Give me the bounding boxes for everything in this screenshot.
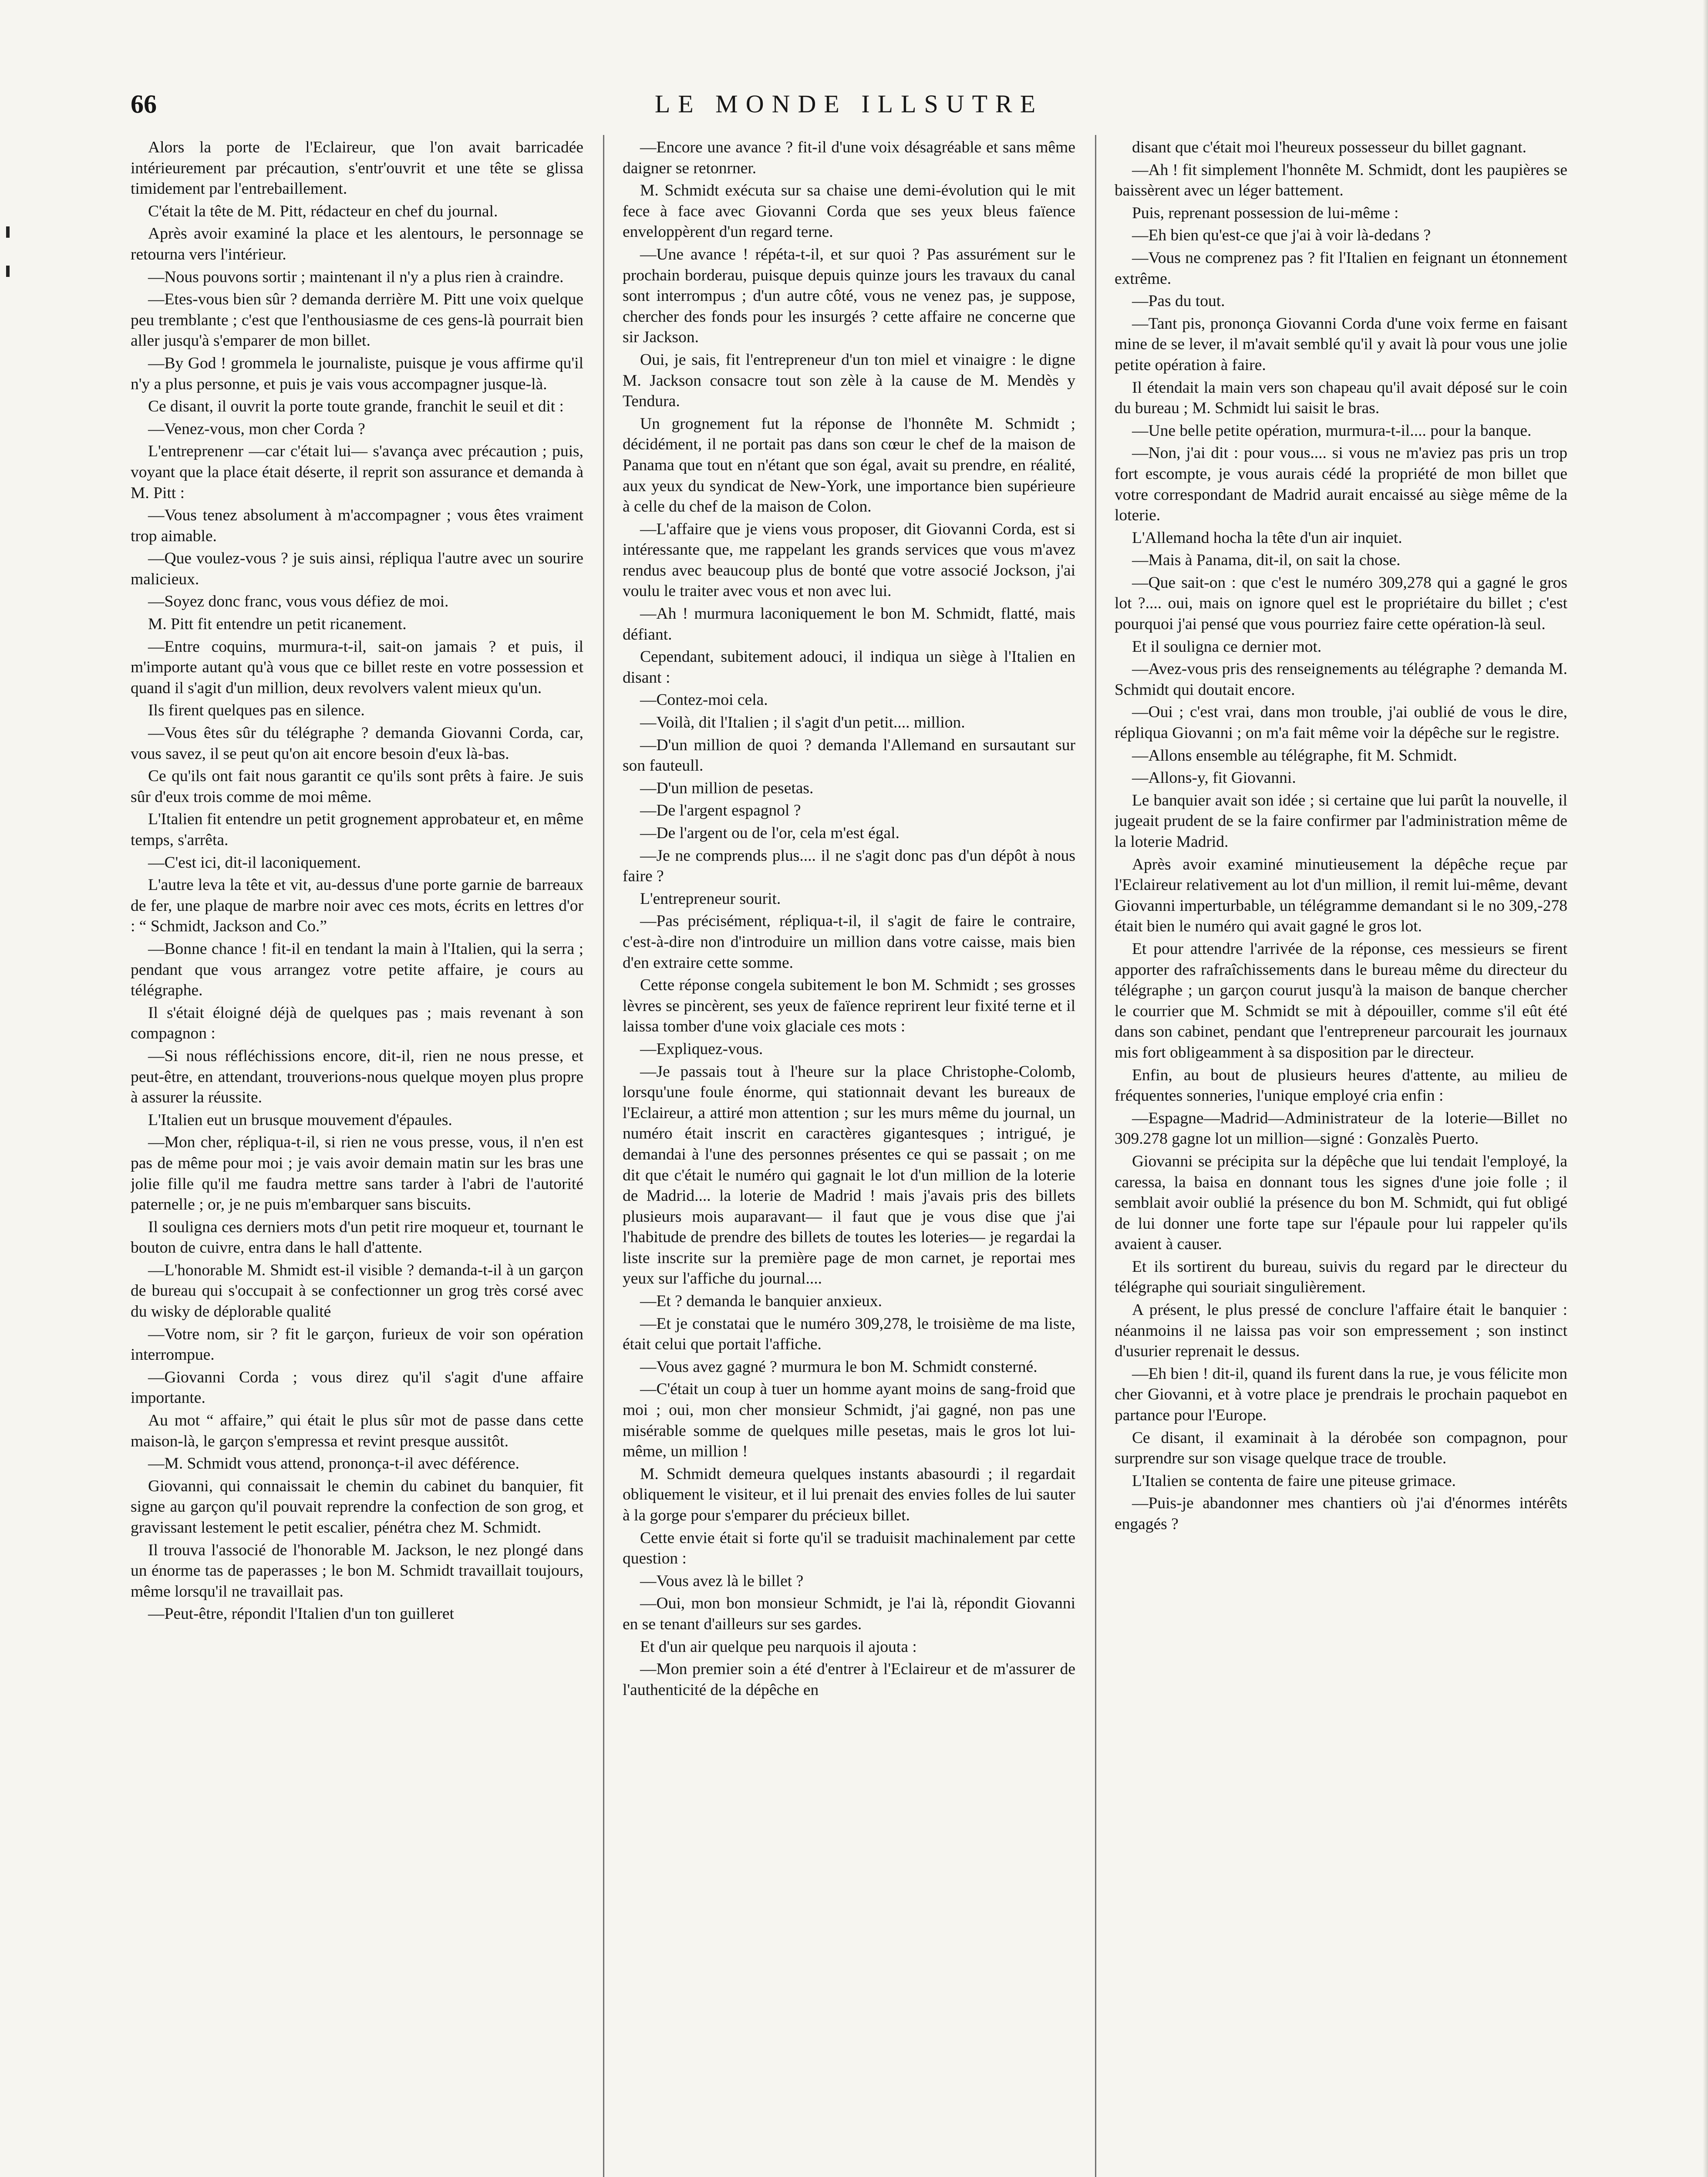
article-paragraph: Il souligna ces derniers mots d'un petit rire moqueur et, tournant le bouton de cuivre, entra dans le hall d'attente. bbox=[131, 1218, 583, 1257]
article-paragraph: Ils firent quelques pas en silence. bbox=[148, 701, 365, 720]
article-paragraph: Ce qu'ils ont fait nous garantit ce qu'ils sont prêts à faire. Je suis sûr d'eux trois comme de moi même. bbox=[131, 767, 583, 806]
article-paragraph: —M. Schmidt vous attend, prononça-t-il avec déférence. bbox=[148, 1455, 519, 1473]
page-header bbox=[131, 89, 1567, 124]
article-paragraph: —Avez-vous pris des renseignements au télégraphe ? demanda M. Schmidt qui doutait encore. bbox=[1115, 660, 1567, 699]
article-paragraph: —Encore une avance ? fit-il d'une voix désagréable et sans même daigner se retonrner. bbox=[623, 138, 1075, 177]
article-paragraph: Le banquier avait son idée ; si certaine que lui parût la nouvelle, il jugeait prudent de se la faire confirmer par l'administration même de la loterie Madrid. bbox=[1115, 791, 1567, 851]
article-paragraph: —Eh bien ! dit-il, quand ils furent dans la rue, je vous félicite mon cher Giovanni, et à votre place je prendrais le prochain paquebot en partance pour l'Europe. bbox=[1115, 1365, 1567, 1425]
article-paragraph: —Oui ; c'est vrai, dans mon trouble, j'ai oublié de vous le dire, répliqua Giovanni ; on m'a fait même voir la dépêche sur le registre. bbox=[1115, 703, 1567, 742]
article-paragraph: L'autre leva la tête et vit, au-dessus d'une porte garnie de barreaux de fer, une plaque de marbre noir avec ces mots, écrits en lettres d'or : “ Schmidt, Jackson and Co.” bbox=[131, 876, 583, 936]
article-paragraph: Et pour attendre l'arrivée de la réponse, ces messieurs se firent apporter des rafraîchissements dans le bureau même du directeur du télégraphe ; un garçon courut jusqu'à la maison de banque chercher le courrier que M. Schmidt se mit à dépouiller, comme s'il eût été dans son cabinet, pendant que l'entrepreneur parcourait les journaux mis fort obligeamment à sa disposition par le directeur. bbox=[1115, 940, 1567, 1062]
article-paragraph: —By God ! grommela le journaliste, puisque je vous affirme qu'il n'y a plus personne, et puis je vais vous accompagner jusque-là. bbox=[131, 354, 583, 393]
article-paragraph: disant que c'était moi l'heureux possesseur du billet gagnant. bbox=[1132, 138, 1527, 156]
article-paragraph: —Puis-je abandonner mes chantiers où j'ai d'énormes intérêts engagés ? bbox=[1115, 1494, 1567, 1533]
article-paragraph: Un grognement fut la réponse de l'honnête M. Schmidt ; décidément, il ne portait pas dans son cœur le chef de la maison de Panama que tout en n'étant que son égal, avait su prendre, en réalité, aux yeux du syndicat de New-York, une importance bien supérieure à celle du chef de la maison de Colon. bbox=[623, 415, 1075, 516]
article-paragraph: L'Italien fit entendre un petit grognement approbateur et, en même temps, s'arrêta. bbox=[131, 810, 583, 849]
article-paragraph: —Pas précisément, répliqua-t-il, il s'agit de faire le contraire, c'est-à-dire non d'introduire un million dans votre caisse, mais bien d'en extraire cette somme. bbox=[623, 912, 1075, 972]
article-paragraph: —Expliquez-vous. bbox=[640, 1040, 763, 1058]
article-paragraph: M. Schmidt demeura quelques instants abasourdi ; il regardait obliquement le visiteur, et il lui prenait des envies folles de lui sauter à la gorge pour s'emparer du précieux billet. bbox=[623, 1465, 1075, 1524]
article-paragraph: —Je ne comprends plus.... il ne s'agit donc pas d'un dépôt à nous faire ? bbox=[623, 846, 1075, 886]
article-paragraph: —Non, j'ai dit : pour vous.... si vous ne m'aviez pas pris un trop fort escompte, je vous aurais cédé la propriété de mon billet que votre correspondant de Madrid aurait encaissé au siège même de la loterie. bbox=[1115, 444, 1567, 525]
text-column-3 bbox=[1115, 137, 1567, 2177]
article-paragraph: —De l'argent ou de l'or, cela m'est égal. bbox=[640, 824, 899, 842]
article-paragraph: —Une avance ! répéta-t-il, et sur quoi ? Pas assurément sur le prochain borderau, puisque depuis quinze jours les travaux du canal sont interrompus ; d'un autre côté, vous ne venez pas, je suppose, chercher des fonds pour les insurgés ? cette affaire ne concerne que sir Jackson. bbox=[623, 245, 1075, 347]
article-paragraph: L'Italien eut un brusque mouvement d'épaules. bbox=[148, 1111, 452, 1129]
article-paragraph: —Espagne—Madrid—Administrateur de la loterie—Billet no 309.278 gagne lot un million—signé : Gonzalès Puerto. bbox=[1115, 1109, 1567, 1148]
article-paragraph: Puis, reprenant possession de lui-même : bbox=[1132, 204, 1399, 222]
article-paragraph: —Et ? demanda le banquier anxieux. bbox=[640, 1292, 883, 1311]
article-paragraph: —Venez-vous, mon cher Corda ? bbox=[148, 420, 365, 438]
article-paragraph: Giovanni se précipita sur la dépêche que lui tendait l'employé, la caressa, la baisa en donnant tous les signes d'une joie folle ; il semblait avoir oublié la présence du bon M. Schmidt, qui fut obligé de lui donner une forte tape sur l'épaule pour lui rappeler qu'ils avaient à causer. bbox=[1115, 1152, 1567, 1254]
article-paragraph: —Mon premier soin a été d'entrer à l'Eclaireur et de m'assurer de l'authenticité de la dépêche en bbox=[623, 1660, 1075, 1699]
article-paragraph: —Et je constatai que le numéro 309,278, le troisième de ma liste, était celui que portait l'affiche. bbox=[623, 1314, 1075, 1354]
article-columns bbox=[131, 137, 1567, 2177]
article-paragraph: Cette réponse congela subitement le bon M. Schmidt ; ses grosses lèvres se pincèrent, ses yeux de faïence reprirent leur fixité terne et il laissa tomber d'une voix glaciale ces mots : bbox=[623, 976, 1075, 1036]
journal-title: LE MONDE ILLSUTRE bbox=[654, 90, 1044, 118]
article-paragraph: —Soyez donc franc, vous vous défiez de moi. bbox=[148, 593, 449, 611]
article-paragraph: —Que voulez-vous ? je suis ainsi, répliqua l'autre avec un sourire malicieux. bbox=[131, 549, 583, 588]
article-paragraph: —Voilà, dit l'Italien ; il s'agit d'un petit.... million. bbox=[640, 714, 965, 732]
article-paragraph: —Une belle petite opération, murmura-t-il.... pour la banque. bbox=[1132, 421, 1532, 440]
article-paragraph: —Vous avez gagné ? murmura le bon M. Schmidt consterné. bbox=[640, 1358, 1038, 1376]
article-paragraph: Au mot “ affaire,” qui était le plus sûr mot de passe dans cette maison-là, le garçon s'empressa et revint presque aussitôt. bbox=[131, 1412, 583, 1450]
page-number: 66 bbox=[131, 90, 157, 118]
article-paragraph: —Ah ! fit simplement l'honnête M. Schmidt, dont les paupières se baissèrent avec un léger battement. bbox=[1115, 161, 1567, 200]
article-paragraph: L'entreprenenr —car c'était lui— s'avança avec précaution ; puis, voyant que la place était déserte, il reprit son assurance et demanda à M. Pitt : bbox=[131, 442, 583, 502]
article-paragraph: M. Schmidt exécuta sur sa chaise une demi-évolution qui le mit fece à face avec Giovanni Corda que ses yeux bleus faïence enveloppèrent d'un regard terne. bbox=[623, 182, 1075, 241]
article-paragraph: —De l'argent espagnol ? bbox=[640, 802, 801, 820]
article-paragraph: Et ils sortirent du bureau, suivis du regard par le directeur du télégraphe qui souriait singulièrement. bbox=[1115, 1257, 1567, 1297]
article-paragraph: Alors la porte de l'Eclaireur, que l'on avait barricadée intérieurement par précaution, s'entr'ouvrit et une tête se glissa timidement par l'entrebaillement. bbox=[131, 138, 583, 198]
article-paragraph: —L'honorable M. Shmidt est-il visible ? demanda-t-il à un garçon de bureau qui s'occupait à se confectionner un grog très corsé avec du wisky de déplorable qualité bbox=[131, 1261, 583, 1321]
article-paragraph: —Vous êtes sûr du télégraphe ? demanda Giovanni Corda, car, vous savez, il se peut qu'on ait encore besoin d'eux là-bas. bbox=[131, 724, 583, 763]
article-paragraph: —Entre coquins, murmura-t-il, sait-on jamais ? et puis, il m'importe autant qu'à vous que ce billet reste en votre possession et quand il s'agit d'un million, deux revolvers valent mieux qu'un. bbox=[131, 637, 583, 697]
article-paragraph: —Mon cher, répliqua-t-il, si rien ne vous presse, vous, il n'en est pas de même pour moi ; je vais avoir demain matin sur les bras une jolie fille qu'il me faudra mettre sans tarder à l'abri de l'autorité paternelle ; or, je ne puis m'embarquer sans biscuits. bbox=[131, 1133, 583, 1214]
article-paragraph: —Je passais tout à l'heure sur la place Christophe-Colomb, lorsqu'une foule énorme, qui stationnait devant les bureaux de l'Eclaireur, a attiré mon attention ; sur les murs même du journal, un numéro était inscrit en caractères gigantesques ; intrigué, je demandai à l'une des personnes présentes ce qui se passait ; on me dit que c'était le numéro qui gagnait le lot d'un million de la loterie de Madrid.... la loterie de Madrid ! mais j'avais pris des billets plusieurs mois auparavant— il faut que je vous dise que j'ai l'habitude de prendre des billets de toutes les loteries— je regardai la liste inscrite sur la première page de mon carnet, je reportai mes yeux sur l'affiche du journal.... bbox=[623, 1062, 1075, 1288]
article-paragraph: —Vous ne comprenez pas ? fit l'Italien en feignant un étonnement extrême. bbox=[1115, 249, 1567, 288]
article-paragraph: Et d'un air quelque peu narquois il ajouta : bbox=[640, 1638, 917, 1656]
article-paragraph: L'Allemand hocha la tête d'un air inquiet. bbox=[1132, 529, 1402, 547]
article-paragraph: —C'était un coup à tuer un homme ayant moins de sang-froid que moi ; oui, mon cher monsieur Schmidt, j'ai gagné, non pas une misérable somme de quelques mille pesetas, mais le gros lot lui-même, un million ! bbox=[623, 1380, 1075, 1461]
margin-mark bbox=[6, 226, 10, 238]
article-paragraph: —Ah ! murmura laconiquement le bon M. Schmidt, flatté, mais défiant. bbox=[623, 605, 1075, 644]
article-paragraph: Il s'était éloigné déjà de quelques pas ; mais revenant à son compagnon : bbox=[131, 1004, 583, 1043]
text-column-2 bbox=[623, 137, 1075, 2177]
article-paragraph: Après avoir examiné minutieusement la dépêche reçue par l'Eclaireur relativement au lot d'un million, il remit lui-même, devant Giovanni imperturbable, un télégramme demandant si le no 309,-278 était bien le numéro qui avait gagné le gros lot. bbox=[1115, 855, 1567, 936]
article-paragraph: Il étendait la main vers son chapeau qu'il avait déposé sur le coin du bureau ; M. Schmidt lui saisit le bras. bbox=[1115, 378, 1567, 418]
article-paragraph: —Etes-vous bien sûr ? demanda derrière M. Pitt une voix quelque peu tremblante ; c'est que l'enthousiasme de ces gens-là pourrait bien aller jusqu'à s'emparer de mon billet. bbox=[131, 290, 583, 350]
article-paragraph: L'entrepreneur sourit. bbox=[640, 890, 781, 908]
article-paragraph: —Tant pis, prononça Giovanni Corda d'une voix ferme en faisant mine de se lever, il m'avait semblé qu'il y avait là pour vous une jolie petite opération à faire. bbox=[1115, 314, 1567, 374]
article-paragraph: —Bonne chance ! fit-il en tendant la main à l'Italien, qui la serra ; pendant que vous arrangez votre petite affaire, je cours au télégraphe. bbox=[131, 940, 583, 1000]
article-paragraph: —Pas du tout. bbox=[1132, 292, 1225, 310]
article-paragraph: —Vous tenez absolument à m'accompagner ; vous êtes vraiment trop aimable. bbox=[131, 506, 583, 545]
article-paragraph: Cependant, subitement adouci, il indiqua un siège à l'Italien en disant : bbox=[623, 648, 1075, 687]
article-paragraph: A présent, le plus pressé de conclure l'affaire était le banquier : néanmoins il ne laissa pas voir son empressement ; son instinct d'usurier reprenait le dessus. bbox=[1115, 1301, 1567, 1361]
article-paragraph: —Si nous réfléchissions encore, dit-il, rien ne nous presse, et peut-être, en attendant, trouverions-nous quelque moyen plus propre à assurer la réussite. bbox=[131, 1047, 583, 1107]
article-paragraph: Giovanni, qui connaissait le chemin du cabinet du banquier, fit signe au garçon qu'il pouvait reprendre la confection de son grog, et gravissant lestement le petit escalier, pénétra chez M. Schmidt. bbox=[131, 1477, 583, 1537]
article-paragraph: Enfin, au bout de plusieurs heures d'attente, au milieu de fréquentes sonneries, l'unique employé cria enfin : bbox=[1115, 1066, 1567, 1105]
article-paragraph: M. Pitt fit entendre un petit ricanement. bbox=[148, 615, 407, 634]
article-paragraph: —Mais à Panama, dit-il, on sait la chose. bbox=[1132, 551, 1401, 570]
article-paragraph: C'était la tête de M. Pitt, rédacteur en chef du journal. bbox=[148, 202, 498, 220]
article-paragraph: —Votre nom, sir ? fit le garçon, furieux de voir son opération interrompue. bbox=[131, 1325, 583, 1364]
article-paragraph: —Contez-moi cela. bbox=[640, 691, 768, 709]
article-paragraph: Et il souligna ce dernier mot. bbox=[1132, 637, 1322, 656]
article-paragraph: —L'affaire que je viens vous proposer, dit Giovanni Corda, est si intéressante que, me rappelant les grands services que vous m'avez rendus avec beaucoup plus de bonté que votre associé Jockson, j'ai voulu le traiter avec vous et non avec lui. bbox=[623, 520, 1075, 600]
article-paragraph: Cette envie était si forte qu'il se traduisit machinalement par cette question : bbox=[623, 1529, 1075, 1568]
article-paragraph: —Allons-y, fit Giovanni. bbox=[1132, 769, 1296, 787]
article-paragraph: —Vous avez là le billet ? bbox=[640, 1572, 804, 1590]
article-paragraph: Après avoir examiné la place et les alentours, le personnage se retourna vers l'intérieur. bbox=[131, 225, 583, 263]
article-paragraph: —Que sait-on : que c'est le numéro 309,278 qui a gagné le gros lot ?.... oui, mais on ignore quel est le propriétaire du billet ; c'est pourquoi j'ai pensé que vous pourriez faire cette opération-là seul. bbox=[1115, 573, 1567, 634]
article-paragraph: —C'est ici, dit-il laconiquement. bbox=[148, 853, 361, 872]
article-paragraph: Oui, je sais, fit l'entrepreneur d'un ton miel et vinaigre : le digne M. Jackson consacre tout son zèle à la cause de M. Mendès y Tendura. bbox=[623, 350, 1075, 411]
article-paragraph: L'Italien se contenta de faire une piteuse grimace. bbox=[1132, 1472, 1456, 1490]
article-paragraph: —Nous pouvons sortir ; maintenant il n'y a plus rien à craindre. bbox=[148, 268, 564, 286]
margin-mark bbox=[6, 266, 10, 277]
article-paragraph: —Oui, mon bon monsieur Schmidt, je l'ai là, répondit Giovanni en se tenant d'ailleurs sur ses gardes. bbox=[623, 1594, 1075, 1633]
article-paragraph: —D'un million de quoi ? demanda l'Allemand en sursautant sur son fauteull. bbox=[623, 736, 1075, 775]
text-column-1 bbox=[131, 137, 583, 2177]
article-paragraph: —D'un million de pesetas. bbox=[640, 779, 814, 797]
article-paragraph: Il trouva l'associé de l'honorable M. Jackson, le nez plongé dans un énorme tas de paperasses ; le bon M. Schmidt travaillait toujours, même lorsqu'il ne travaillait pas. bbox=[131, 1541, 583, 1601]
article-paragraph: Ce disant, il ouvrit la porte toute grande, franchit le seuil et dit : bbox=[148, 398, 564, 416]
article-paragraph: —Eh bien qu'est-ce que j'ai à voir là-dedans ? bbox=[1132, 226, 1431, 245]
article-paragraph: —Giovanni Corda ; vous direz qu'il s'agit d'une affaire importante. bbox=[131, 1368, 583, 1407]
article-paragraph: Ce disant, il examinait à la dérobée son compagnon, pour surprendre sur son visage quelque trace de trouble. bbox=[1115, 1429, 1567, 1468]
article-paragraph: —Peut-être, répondit l'Italien d'un ton guilleret bbox=[148, 1605, 454, 1623]
page-edge-shadow bbox=[1703, 0, 1708, 2177]
article-paragraph: —Allons ensemble au télégraphe, fit M. Schmidt. bbox=[1132, 746, 1457, 765]
